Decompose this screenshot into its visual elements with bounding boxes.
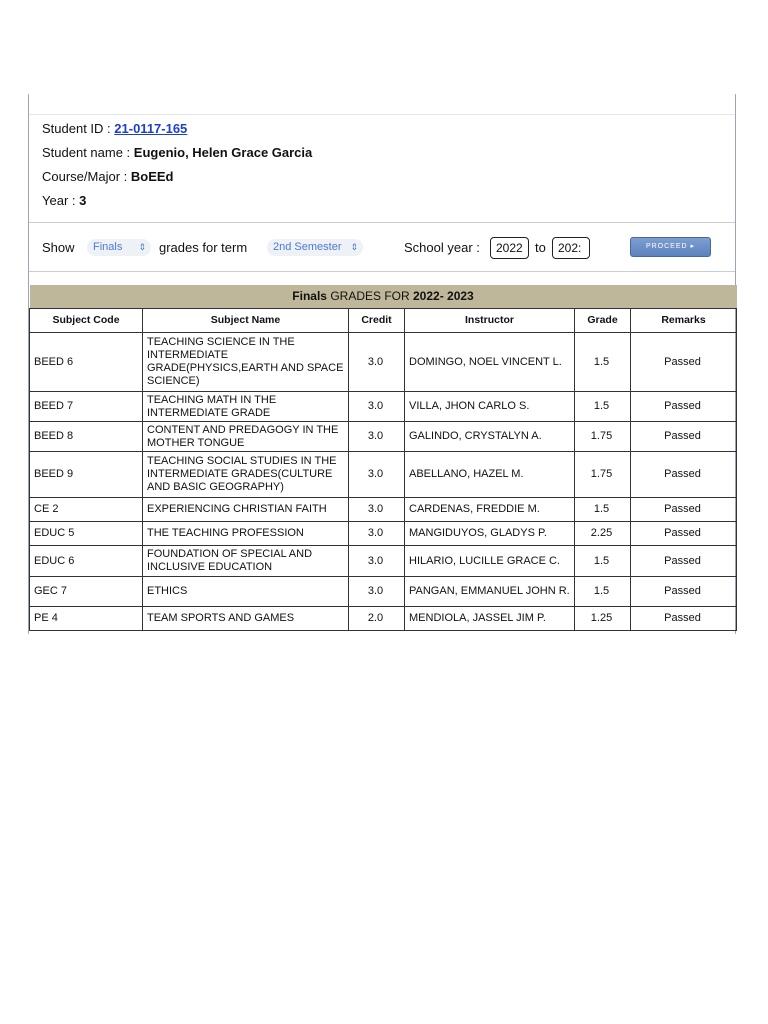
credit: 3.0 <box>349 422 405 452</box>
grade: 1.25 <box>575 607 631 631</box>
instructor: ABELLANO, HAZEL M. <box>405 452 575 498</box>
instructor: MANGIDUYOS, GLADYS P. <box>405 522 575 546</box>
student-name: Eugenio, Helen Grace Garcia <box>133 145 313 160</box>
instructor: PANGAN, EMMANUEL JOHN R. <box>405 577 575 607</box>
student-id-row <box>42 121 187 137</box>
table-row <box>30 546 737 577</box>
year-value: 3 <box>79 193 87 208</box>
header-subject-name: Subject Name <box>143 309 349 333</box>
instructor: HILARIO, LUCILLE GRACE C. <box>405 546 575 577</box>
banner-year: 2022- 2023 <box>413 289 474 303</box>
table-banner <box>30 285 737 309</box>
header-subject-code: Subject Code <box>30 309 143 333</box>
header-remarks: Remarks <box>631 309 737 333</box>
instructor: MENDIOLA, JASSEL JIM P. <box>405 607 575 631</box>
show-label: Show <box>42 240 75 255</box>
proceed-button[interactable]: PROCEED ▸ <box>630 237 711 257</box>
remarks: Passed <box>631 392 737 422</box>
subject-code: EDUC 6 <box>30 546 143 577</box>
grades-table <box>29 285 737 631</box>
grade: 1.5 <box>575 392 631 422</box>
credit: 2.0 <box>349 607 405 631</box>
table-row <box>30 392 737 422</box>
credit: 3.0 <box>349 333 405 392</box>
grades-for-term-label: grades for term <box>159 240 248 255</box>
instructor: CARDENAS, FREDDIE M. <box>405 498 575 522</box>
table-header-row <box>30 309 737 333</box>
table-row <box>30 522 737 546</box>
filter-bar <box>29 224 735 272</box>
subject-name: TEACHING SCIENCE IN THE INTERMEDIATE GRADE(PHYSICS,EARTH AND SPACE SCIENCE) <box>143 333 349 392</box>
school-year-label: School year : <box>404 240 480 255</box>
banner-period: Finals <box>292 289 327 303</box>
grade: 1.5 <box>575 498 631 522</box>
subject-name: THE TEACHING PROFESSION <box>143 522 349 546</box>
subject-code: GEC 7 <box>30 577 143 607</box>
table-row <box>30 422 737 452</box>
credit: 3.0 <box>349 546 405 577</box>
subject-code: PE 4 <box>30 607 143 631</box>
subject-code: BEED 8 <box>30 422 143 452</box>
banner-middle: GRADES FOR <box>326 289 413 303</box>
credit: 3.0 <box>349 522 405 546</box>
remarks: Passed <box>631 546 737 577</box>
remarks: Passed <box>631 498 737 522</box>
table-row <box>30 607 737 631</box>
table-row <box>30 452 737 498</box>
term-select[interactable] <box>267 239 363 256</box>
year-label: Year : <box>42 193 76 208</box>
credit: 3.0 <box>349 577 405 607</box>
header-grade: Grade <box>575 309 631 333</box>
year-to-input[interactable]: 202: <box>552 237 590 259</box>
select-arrows-icon: ⇕ <box>138 242 146 252</box>
subject-code: BEED 9 <box>30 452 143 498</box>
subject-code: CE 2 <box>30 498 143 522</box>
instructor: VILLA, JHON CARLO S. <box>405 392 575 422</box>
grade: 1.5 <box>575 333 631 392</box>
header-instructor: Instructor <box>405 309 575 333</box>
instructor: GALINDO, CRYSTALYN A. <box>405 422 575 452</box>
student-id-link[interactable]: 21-0117-165 <box>114 121 188 136</box>
period-select[interactable] <box>87 239 151 256</box>
credit: 3.0 <box>349 452 405 498</box>
remarks: Passed <box>631 577 737 607</box>
student-name-label: Student name : <box>42 145 131 160</box>
subject-name: TEAM SPORTS AND GAMES <box>143 607 349 631</box>
remarks: Passed <box>631 422 737 452</box>
filter-divider <box>29 271 735 272</box>
instructor: DOMINGO, NOEL VINCENT L. <box>405 333 575 392</box>
subject-name: TEACHING MATH IN THE INTERMEDIATE GRADE <box>143 392 349 422</box>
subject-name: CONTENT AND PREDAGOGY IN THE MOTHER TONGUE <box>143 422 349 452</box>
grade: 1.75 <box>575 452 631 498</box>
subject-name: FOUNDATION OF SPECIAL AND INCLUSIVE EDUCATION <box>143 546 349 577</box>
grade: 1.5 <box>575 577 631 607</box>
course-value: BoEEd <box>130 169 174 184</box>
grade: 1.5 <box>575 546 631 577</box>
subject-name: EXPERIENCING CHRISTIAN FAITH <box>143 498 349 522</box>
course-row <box>42 169 174 185</box>
to-label: to <box>535 240 546 255</box>
grade: 2.25 <box>575 522 631 546</box>
select-arrows-icon: ⇕ <box>350 242 358 252</box>
remarks: Passed <box>631 333 737 392</box>
subject-code: BEED 7 <box>30 392 143 422</box>
table-row <box>30 498 737 522</box>
subject-name: TEACHING SOCIAL STUDIES IN THE INTERMEDIATE GRADES(CULTURE AND BASIC GEOGRAPHY) <box>143 452 349 498</box>
period-select-value: Finals <box>93 241 123 253</box>
header-credit: Credit <box>349 309 405 333</box>
table-row <box>30 577 737 607</box>
year-row <box>42 193 86 209</box>
grades-panel <box>28 94 736 634</box>
info-divider <box>29 222 735 223</box>
subject-code: BEED 6 <box>30 333 143 392</box>
grade: 1.75 <box>575 422 631 452</box>
year-from-input[interactable]: 2022 <box>490 237 529 259</box>
subject-code: EDUC 5 <box>30 522 143 546</box>
term-select-value: 2nd Semester <box>273 241 342 253</box>
student-name-row <box>42 145 312 161</box>
credit: 3.0 <box>349 498 405 522</box>
table-row <box>30 333 737 392</box>
course-label: Course/Major : <box>42 169 128 184</box>
remarks: Passed <box>631 452 737 498</box>
table-banner-title <box>30 285 737 309</box>
credit: 3.0 <box>349 392 405 422</box>
remarks: Passed <box>631 607 737 631</box>
student-id-label: Student ID : <box>42 121 111 136</box>
remarks: Passed <box>631 522 737 546</box>
subject-name: ETHICS <box>143 577 349 607</box>
